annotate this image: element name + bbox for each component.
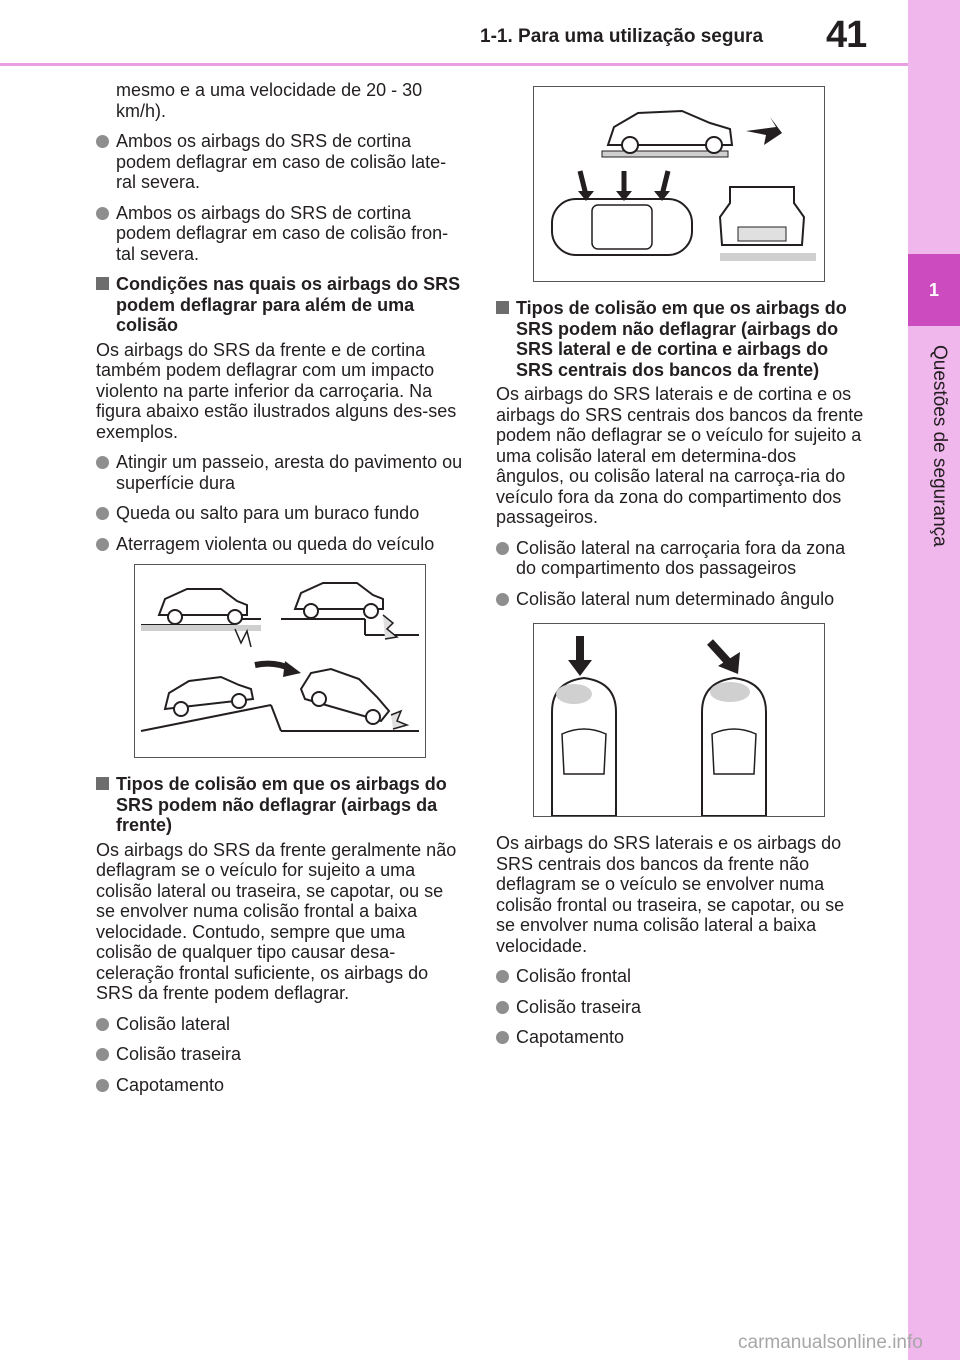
header-rule — [0, 63, 908, 66]
bullet-item: Ambos os airbags do SRS de cortina podem deflagrar em caso de colisão late-ral severa. — [96, 131, 464, 193]
watermark: carmanualsonline.info — [738, 1332, 923, 1353]
page-header — [0, 0, 960, 70]
section-heading: Condições nas quais os airbags do SRS podem deflagrar para além de uma colisão — [96, 274, 464, 336]
paragraph: Os airbags do SRS laterais e os airbags do SRS centrais dos bancos da frente não deflagram se o veículo se envolver numa colisão frontal ou traseira, se capotar, ou se se envolver numa colisão lateral a baixa velocidade. — [496, 833, 845, 956]
bullet-item: Atingir um passeio, aresta do pavimento ou superfície dura — [96, 452, 464, 493]
side-bar — [908, 0, 960, 1360]
bullet-item: Capotamento — [496, 1027, 864, 1048]
bullet-item: Colisão traseira — [96, 1044, 464, 1065]
bullet-item: Colisão traseira — [496, 997, 864, 1018]
section-title: 1-1. Para uma utilização segura — [480, 26, 764, 47]
bullet-item: Capotamento — [96, 1075, 464, 1096]
paragraph: Os airbags do SRS da frente e de cortina também podem deflagrar com um impacto violento na parte inferior da carroçaria. Na figura abaixo estão ilustrados alguns des-ses exemplos. — [96, 339, 457, 442]
left-column — [96, 80, 464, 1105]
bullet-item: Queda ou salto para um buraco fundo — [96, 503, 464, 524]
bullet-item: Colisão lateral num determinado ângulo — [496, 589, 864, 610]
figure-front-collision-types — [533, 86, 825, 282]
section-heading: Tipos de colisão em que os airbags do SRS podem não deflagrar (airbags do SRS lateral e de cortina e airbags do SRS centrais dos bancos da frente) — [496, 298, 864, 380]
side-angle-illustration — [534, 624, 824, 816]
section-heading: Tipos de colisão em que os airbags do SRS podem não deflagrar (airbags da frente) — [96, 774, 464, 836]
paragraph: Os airbags do SRS laterais e de cortina e os airbags do SRS centrais dos bancos da frente podem não deflagrar se o veículo for sujeito a uma colisão lateral em determina-dos ângulos, ou colisão lateral na carroça-ria do veículo fora da zona do compartimento dos passageiros. — [496, 384, 864, 527]
front-collision-illustration — [534, 87, 824, 281]
right-column — [496, 80, 864, 1058]
figure-side-angle-collision — [533, 623, 825, 817]
bullet-item: Colisão lateral — [96, 1014, 464, 1035]
bullet-item: Colisão frontal — [496, 966, 864, 987]
chapter-tab[interactable]: 1 — [908, 254, 960, 326]
page-number: 41 — [826, 14, 867, 56]
chapter-label: Questões de segurança — [929, 345, 950, 547]
paragraph: Os airbags do SRS da frente geralmente não deflagram se o veículo for sujeito a uma colisão lateral ou traseira, se capotar, ou se se envolver numa colisão frontal a baixa velocidade. Contudo, sempre que uma colisão de qualquer tipo causar desa-celeração frontal suficiente, os airbags do SRS da frente podem deflagrar. — [96, 839, 457, 1003]
bullet-item: Ambos os airbags do SRS de cortina podem deflagrar em caso de colisão fron-tal severa. — [96, 203, 464, 265]
continued-text: mesmo e a uma velocidade de 20 - 30 km/h). — [116, 80, 423, 121]
bullet-item: Colisão lateral na carroçaria fora da zona do compartimento dos passageiros — [496, 538, 864, 579]
bullet-item: Aterragem violenta ou queda do veículo — [96, 534, 464, 555]
figure-underbody-impacts — [134, 564, 426, 758]
underbody-impact-illustration — [135, 565, 425, 757]
